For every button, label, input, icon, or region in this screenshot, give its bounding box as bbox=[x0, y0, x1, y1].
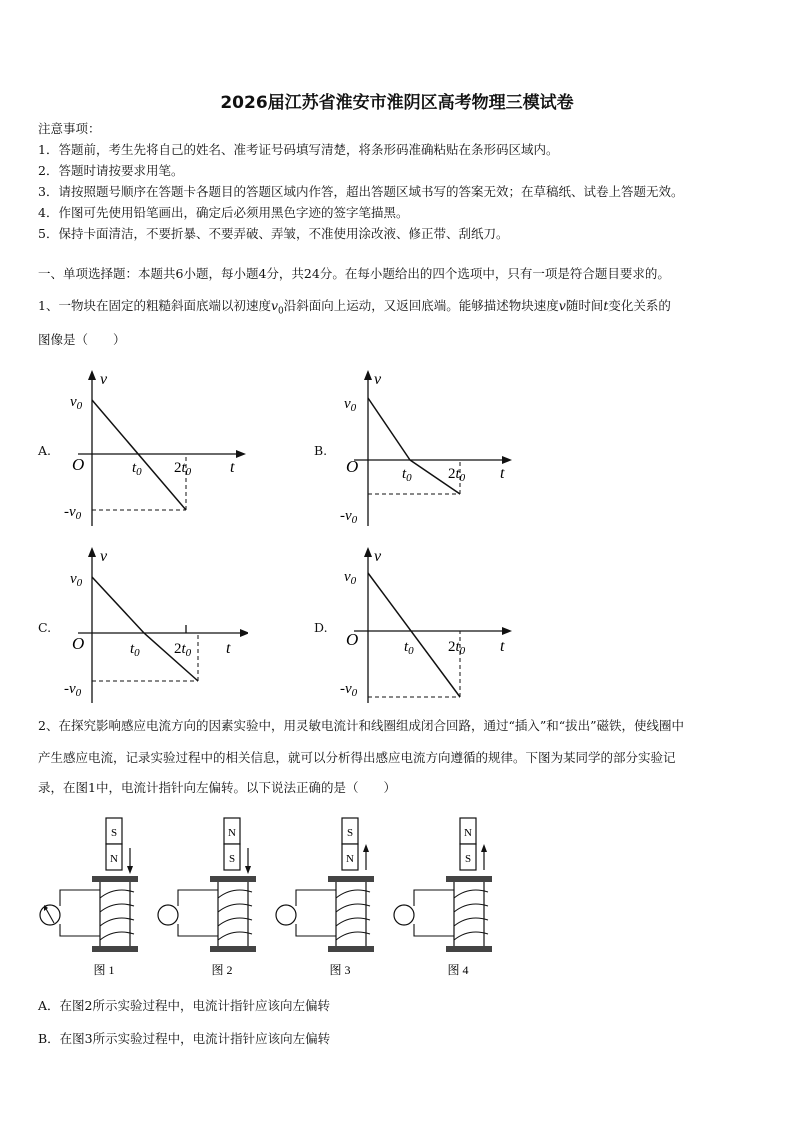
svg-text:t0: $t_0$ bbox=[132, 460, 142, 478]
coil-bottom-plate bbox=[210, 946, 256, 952]
svg-text:v: v bbox=[100, 371, 108, 388]
notice-heading: 注意事项： bbox=[38, 121, 101, 136]
induction-figures bbox=[38, 812, 518, 982]
magnet-pole-top: S bbox=[346, 827, 354, 839]
question-2-stem: 产生感应电流，记录实验过程中的相关信息，就可以分析得出感应电流方向遵循的规律。下图为某同学的部分实验记 bbox=[38, 750, 676, 765]
svg-text:O: O bbox=[346, 457, 359, 476]
exam-title: 2026届江苏省淮安市淮阴区高考物理三模试卷 bbox=[220, 93, 574, 113]
induction-figure-2 bbox=[156, 812, 274, 982]
option-b-label: B. bbox=[314, 443, 328, 458]
galvanometer-icon bbox=[394, 905, 414, 925]
option-a: A．在图2所示实验过程中，电流计指针应该向左偏转 bbox=[38, 998, 330, 1013]
svg-text:2t0: $2t_0$ bbox=[448, 639, 466, 657]
svg-text:O: O bbox=[72, 634, 85, 653]
svg-text:O: O bbox=[346, 630, 359, 649]
svg-text:O: O bbox=[72, 455, 85, 474]
svg-text:t: t bbox=[230, 459, 235, 476]
option-a-graph bbox=[58, 368, 248, 528]
arrow-down-icon bbox=[245, 848, 251, 874]
option-c-graph bbox=[58, 545, 248, 705]
coil-windings bbox=[100, 890, 134, 940]
notice-item: 1．答题前，考生先将自己的姓名、准考证号码填写清楚，将条形码准确粘贴在条形码区域内。 bbox=[38, 142, 559, 157]
svg-text:t: t bbox=[500, 465, 505, 482]
question-2-stem: 录，在图1中，电流计指针向左偏转。以下说法正确的是（ ） bbox=[38, 780, 396, 795]
notice-item: 4．作图可先使用铅笔画出，确定后必须用黑色字迹的签字笔描黑。 bbox=[38, 205, 409, 220]
svg-text:2t0: $2t_0$ bbox=[174, 460, 192, 478]
coil-top-plate bbox=[446, 876, 492, 882]
question-1-stem-end: 图像是（ ） bbox=[38, 332, 126, 347]
svg-text:t: t bbox=[500, 638, 505, 655]
svg-text:t0: $t_0$ bbox=[130, 641, 140, 659]
svg-text:v: v bbox=[374, 371, 382, 388]
figure-caption: 图 3 bbox=[329, 963, 351, 977]
figure-caption: 图 4 bbox=[447, 963, 469, 977]
coil-bottom-plate bbox=[328, 946, 374, 952]
arrow-up-icon bbox=[481, 844, 487, 870]
option-c-label: C. bbox=[38, 620, 52, 635]
svg-text:t0: $t_0$ bbox=[404, 639, 414, 657]
coil-top-plate bbox=[210, 876, 256, 882]
bar-magnet bbox=[460, 818, 476, 870]
magnet-pole-top: N bbox=[464, 827, 472, 839]
question-2-stem: 2、在探究影响感应电流方向的因素实验中，用灵敏电流计和线圈组成闭合回路，通过“插入”和“拔出”磁铁，使线圈中 bbox=[38, 718, 685, 733]
option-b: B．在图3所示实验过程中，电流计指针应该向左偏转 bbox=[38, 1031, 331, 1046]
magnet-pole-bottom: N bbox=[346, 853, 354, 865]
figure-caption: 图 1 bbox=[93, 963, 115, 977]
svg-text:v0: $v_0$ bbox=[344, 396, 357, 414]
notice-item: 2．答题时请按要求用笔。 bbox=[38, 163, 184, 178]
magnet-pole-bottom: S bbox=[228, 853, 236, 865]
galvanometer-icon bbox=[158, 905, 178, 925]
svg-text:-v0: $-v_0$ bbox=[340, 508, 358, 526]
svg-text:t: t bbox=[226, 640, 231, 657]
svg-text:t0: $t_0$ bbox=[402, 466, 412, 484]
notice-item: 3．请按照题号顺序在答题卡各题目的答题区域内作答，超出答题区域书写的答案无效；在草稿纸、试卷上答题无效。 bbox=[38, 184, 684, 199]
galvanometer-icon bbox=[40, 905, 60, 925]
svg-text:v: v bbox=[100, 548, 108, 565]
coil-bottom-plate bbox=[92, 946, 138, 952]
notice-item: 5．保持卡面清洁，不要折暴、不要弄破、弄皱，不准使用涂改液、修正带、刮纸刀。 bbox=[38, 226, 509, 241]
coil-top-plate bbox=[92, 876, 138, 882]
option-b-graph bbox=[334, 368, 524, 528]
coil-windings bbox=[454, 890, 488, 940]
induction-figure-3 bbox=[274, 812, 392, 982]
bar-magnet bbox=[342, 818, 358, 870]
option-d-graph bbox=[334, 545, 524, 705]
svg-text:2t0: $2t_0$ bbox=[174, 641, 192, 659]
induction-figure-4 bbox=[392, 812, 510, 982]
coil-top-plate bbox=[328, 876, 374, 882]
svg-text:v0: $v_0$ bbox=[70, 571, 83, 589]
svg-text:v0: $v_0$ bbox=[344, 569, 357, 587]
svg-text:v0: $v_0$ bbox=[70, 394, 83, 412]
bar-magnet bbox=[106, 818, 122, 870]
svg-text:-v0: $-v_0$ bbox=[64, 504, 82, 522]
magnet-pole-top: N bbox=[228, 827, 236, 839]
arrow-up-icon bbox=[363, 844, 369, 870]
bar-magnet bbox=[224, 818, 240, 870]
figure-caption: 图 2 bbox=[211, 963, 233, 977]
coil-windings bbox=[218, 890, 252, 940]
magnet-pole-top: S bbox=[110, 827, 118, 839]
coil-windings bbox=[336, 890, 370, 940]
question-1-stem: 1、一物块在固定的粗糙斜面底端以初速度$v_0$沿斜面向上运动，又返回底端。能够描述物块速度v随时间t变化关系的 bbox=[38, 298, 671, 317]
svg-text:-v0: $-v_0$ bbox=[64, 681, 82, 699]
svg-text:v: v bbox=[374, 548, 382, 565]
arrow-down-icon bbox=[127, 848, 133, 874]
magnet-pole-bottom: S bbox=[464, 853, 472, 865]
galvanometer-icon bbox=[276, 905, 296, 925]
coil-bottom-plate bbox=[446, 946, 492, 952]
svg-text:2t0: $2t_0$ bbox=[448, 466, 466, 484]
induction-figure-1 bbox=[38, 812, 156, 982]
option-d-label: D. bbox=[314, 620, 328, 635]
magnet-pole-bottom: N bbox=[110, 853, 118, 865]
svg-text:-v0: $-v_0$ bbox=[340, 681, 358, 699]
option-a-label: A. bbox=[38, 443, 52, 458]
section-heading: 一、单项选择题：本题共6小题，每小题4分，共24分。在每小题给出的四个选项中，只有一项是符合题目要求的。 bbox=[38, 266, 670, 281]
